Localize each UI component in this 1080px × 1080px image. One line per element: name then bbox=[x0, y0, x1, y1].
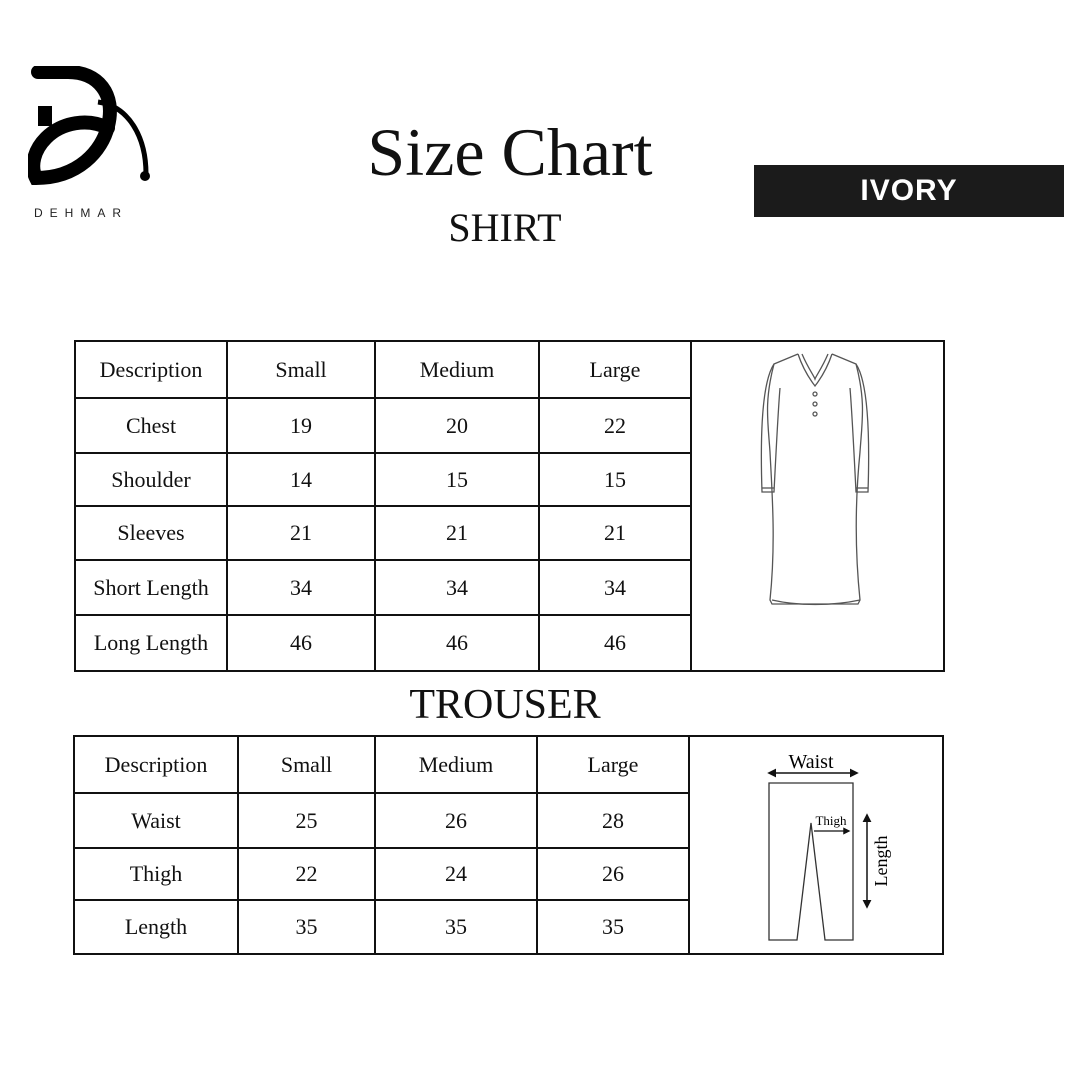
column-header: Large bbox=[539, 342, 691, 398]
trouser-size-table bbox=[73, 735, 944, 955]
table-row bbox=[76, 453, 691, 506]
table-cell: 35 bbox=[537, 900, 689, 953]
table-cell: 15 bbox=[539, 453, 691, 506]
trouser-section-title: TROUSER bbox=[409, 682, 601, 728]
table-cell: 46 bbox=[539, 615, 691, 670]
shirt-table-grid bbox=[76, 342, 692, 670]
shirt-size-table bbox=[74, 340, 945, 672]
table-cell: 21 bbox=[375, 506, 539, 560]
column-header: Description bbox=[76, 342, 227, 398]
color-badge: IVORY bbox=[754, 165, 1064, 217]
table-row bbox=[76, 398, 691, 453]
table-cell: 34 bbox=[227, 560, 375, 615]
table-row bbox=[75, 848, 689, 900]
table-row bbox=[75, 900, 689, 953]
table-cell: 34 bbox=[375, 560, 539, 615]
row-label: Shoulder bbox=[76, 453, 227, 506]
long-shirt-illustration bbox=[688, 342, 943, 670]
row-label: Waist bbox=[75, 793, 238, 848]
table-cell: 35 bbox=[375, 900, 537, 953]
table-cell: 46 bbox=[375, 615, 539, 670]
table-cell: 15 bbox=[375, 453, 539, 506]
row-label: Long Length bbox=[76, 615, 227, 670]
table-cell: 14 bbox=[227, 453, 375, 506]
trouser-diagram bbox=[687, 737, 942, 953]
row-label: Short Length bbox=[76, 560, 227, 615]
row-label: Sleeves bbox=[76, 506, 227, 560]
table-cell: 19 bbox=[227, 398, 375, 453]
table-header-row bbox=[75, 737, 689, 793]
table-row bbox=[76, 560, 691, 615]
shirt-section-title: SHIRT bbox=[448, 205, 562, 250]
table-cell: 26 bbox=[537, 848, 689, 900]
trouser-figure-icon bbox=[687, 737, 942, 953]
table-row bbox=[75, 793, 689, 848]
table-cell: 28 bbox=[537, 793, 689, 848]
row-label: Length bbox=[75, 900, 238, 953]
trouser-table-grid bbox=[75, 737, 690, 953]
column-header: Medium bbox=[375, 737, 537, 793]
table-cell: 22 bbox=[238, 848, 375, 900]
page-title: Size Chart bbox=[367, 114, 653, 190]
table-cell: 46 bbox=[227, 615, 375, 670]
thigh-label: Thigh bbox=[815, 813, 847, 828]
table-cell: 21 bbox=[227, 506, 375, 560]
length-label: Length bbox=[871, 835, 891, 887]
shirt-figure-icon bbox=[688, 342, 943, 670]
table-row bbox=[76, 506, 691, 560]
table-cell: 26 bbox=[375, 793, 537, 848]
column-header: Small bbox=[238, 737, 375, 793]
column-header: Medium bbox=[375, 342, 539, 398]
table-row bbox=[76, 615, 691, 670]
table-cell: 24 bbox=[375, 848, 537, 900]
table-cell: 21 bbox=[539, 506, 691, 560]
table-cell: 35 bbox=[238, 900, 375, 953]
table-cell: 22 bbox=[539, 398, 691, 453]
column-header: Large bbox=[537, 737, 689, 793]
brand-name: DEHMAR bbox=[34, 206, 129, 220]
table-header-row bbox=[76, 342, 691, 398]
table-cell: 20 bbox=[375, 398, 539, 453]
dehmar-logo-mark bbox=[28, 66, 158, 216]
dehmar-logo bbox=[28, 66, 158, 226]
table-cell: 25 bbox=[238, 793, 375, 848]
trouser-outline bbox=[769, 783, 853, 940]
column-header: Small bbox=[227, 342, 375, 398]
row-label: Chest bbox=[76, 398, 227, 453]
waist-label: Waist bbox=[788, 751, 834, 773]
column-header: Description bbox=[75, 737, 238, 793]
row-label: Thigh bbox=[75, 848, 238, 900]
table-cell: 34 bbox=[539, 560, 691, 615]
